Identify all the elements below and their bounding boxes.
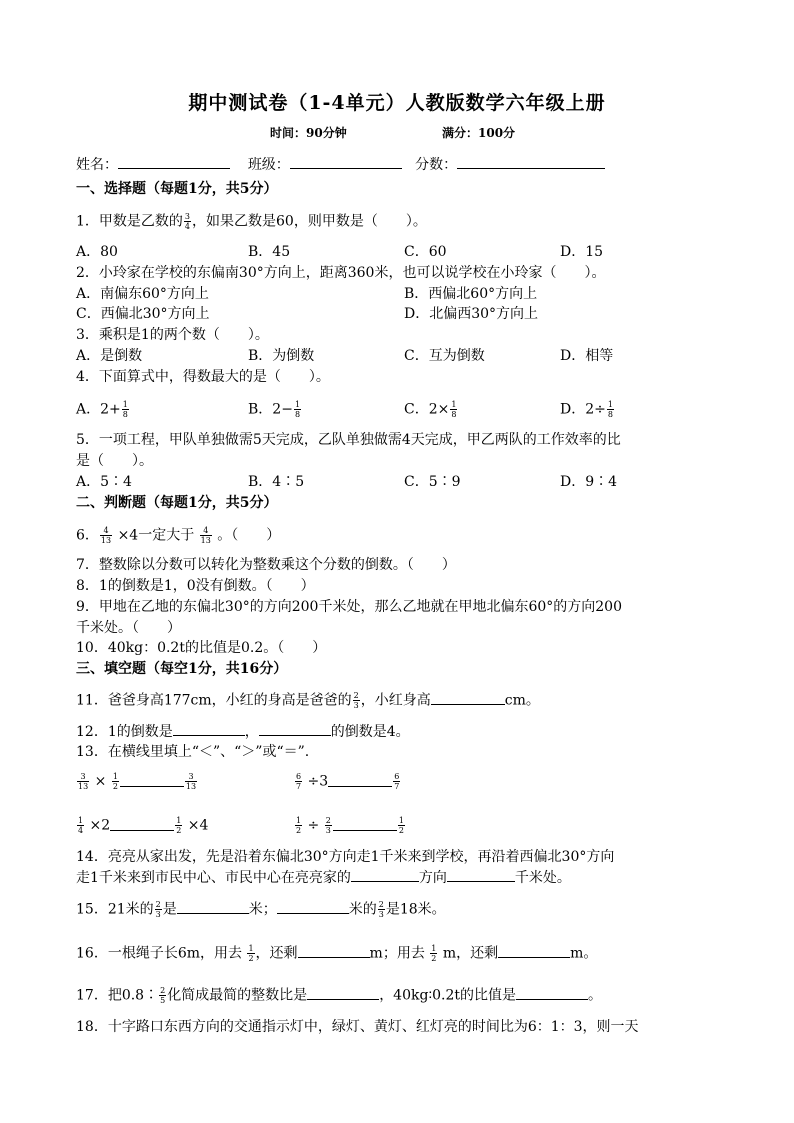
score-label: 分数： <box>415 157 458 173</box>
q2-option-b[interactable]: B．西偏北60°方向上 <box>404 286 538 302</box>
question-9-line-1: 9．甲地在乙地的东偏北30°的方向200千米处，那么乙地就在甲地北偏东60°的方向200 <box>76 599 622 615</box>
answer-blank[interactable] <box>351 869 419 882</box>
q2-option-c[interactable]: C．西偏北30°方向上 <box>76 306 210 322</box>
compare-item-c: $\frac{1}{4}$ ×2 $\frac{1}{2}$ ×4 <box>78 816 209 835</box>
question-7: 7．整数除以分数可以转化为整数乘这个分数的倒数。（ ） <box>76 557 456 573</box>
answer-blank[interactable] <box>307 987 379 1000</box>
question-5-line-2: 是（ ）。 <box>76 453 153 469</box>
exam-time: 时间：90分钟 <box>270 126 347 140</box>
answer-blank[interactable] <box>277 901 349 914</box>
q4-option-c[interactable]: C．2× $\frac{1}{8}$ <box>404 400 457 419</box>
question-15: 15．21米的 $\frac{2}{3}$ 是 米； 米的 $\frac{2}{3}$ 是18米。 <box>76 900 446 919</box>
question-9-line-2: 千米处。（ ） <box>76 620 181 636</box>
answer-blank[interactable] <box>173 723 245 736</box>
q4-option-b[interactable]: B．2− $\frac{1}{8}$ <box>248 400 301 419</box>
question-18: 18．十字路口东西方向的交通指示灯中，绿灯、黄灯、红灯亮的时间比为6：1：3，则一天 <box>76 1019 639 1035</box>
compare-item-b: $\frac{6}{7}$ ÷3 $\frac{6}{7}$ <box>296 772 400 791</box>
compare-blank[interactable] <box>328 776 392 787</box>
score-blank[interactable] <box>457 156 605 169</box>
question-12: 12．1的倒数是 ， 的倒数是4。 <box>76 724 410 740</box>
compare-blank[interactable] <box>120 776 184 787</box>
q4-option-d[interactable]: D．2÷ $\frac{1}{8}$ <box>560 400 613 419</box>
question-10: 10．40kg：0.2t的比值是0.2。（ ） <box>76 640 327 656</box>
question-17: 17．把0.8∶ $\frac{2}{5}$ 化简成最简的整数比是 ，40kg∶0.2t的比值是 。 <box>76 986 602 1005</box>
question-8: 8．1的倒数是1，0没有倒数。（ ） <box>76 578 315 594</box>
section-1-heading: 一、选择题（每题1分，共5分） <box>76 181 278 197</box>
q1-option-d[interactable]: D．15 <box>560 244 604 260</box>
question-3: 3．乘积是1的两个数（ ）。 <box>76 327 269 343</box>
question-13: 13．在横线里填上“＜”、“＞”或“＝”. <box>76 744 310 760</box>
question-5-line-1: 5．一项工程，甲队单独做需5天完成，乙队单独做需4天完成，甲乙两队的工作效率的比 <box>76 432 621 448</box>
class-label: 班级： <box>247 157 290 173</box>
class-blank[interactable] <box>290 156 402 169</box>
q3-option-b[interactable]: B．为倒数 <box>248 348 315 364</box>
q1-option-c[interactable]: C．60 <box>404 244 447 260</box>
q5-option-a[interactable]: A．5∶4 <box>76 474 132 490</box>
answer-blank[interactable] <box>177 901 249 914</box>
question-14-line-2: 走1千米来到市民中心、市民中心在亮亮家的 方向 千米处。 <box>76 870 571 886</box>
section-3-heading: 三、填空题（每空1分，共16分） <box>76 661 288 677</box>
answer-blank[interactable] <box>431 692 505 705</box>
answer-blank[interactable] <box>447 869 515 882</box>
question-4: 4．下面算式中，得数最大的是（ ）。 <box>76 369 330 385</box>
fraction: $\frac{3}{4}$ <box>184 212 191 231</box>
q5-option-c[interactable]: C．5∶9 <box>404 474 461 490</box>
q3-option-a[interactable]: A．是倒数 <box>76 348 143 364</box>
question-1: 1．甲数是乙数的 $\frac{3}{4}$ ，如果乙数是60，则甲数是（ ）。 <box>76 212 427 231</box>
student-info-row <box>76 156 605 174</box>
q3-option-d[interactable]: D．相等 <box>560 348 614 364</box>
answer-blank[interactable] <box>498 945 570 958</box>
q4-option-a[interactable]: A．2+ $\frac{1}{8}$ <box>76 400 128 419</box>
q1-option-a[interactable]: A．80 <box>76 244 118 260</box>
compare-item-a: $\frac{3}{13}$ × $\frac{1}{2}$ $\frac{3}{13}$ <box>78 772 197 791</box>
q5-option-b[interactable]: B．4∶5 <box>248 474 305 490</box>
section-2-heading: 二、判断题（每题1分，共5分） <box>76 495 278 511</box>
page-title: 期中测试卷（1-4单元）人教版数学六年级上册 <box>188 92 606 114</box>
q3-option-c[interactable]: C．互为倒数 <box>404 348 485 364</box>
name-blank[interactable] <box>118 156 230 169</box>
q5-option-d[interactable]: D．9∶4 <box>560 474 618 490</box>
q1-option-b[interactable]: B．45 <box>248 244 291 260</box>
q2-option-a[interactable]: A．南偏东60°方向上 <box>76 286 209 302</box>
question-2: 2．小玲家在学校的东偏南30°方向上，距离360米，也可以说学校在小玲家（ ）。 <box>76 265 606 281</box>
question-16: 16．一根绳子长6m，用去 $\frac{1}{2}$ ，还剩 m；用去 $\frac{1}{2}$ m，还剩 m。 <box>76 944 598 963</box>
q2-option-d[interactable]: D．北偏西30°方向上 <box>404 306 539 322</box>
question-6: 6． $\frac{4}{13}$ ×4一定大于 $\frac{4}{13}$ 。（ ） <box>76 526 281 545</box>
question-14-line-1: 14．亮亮从家出发，先是沿着东偏北30°方向走1千米来到学校，再沿着西偏北30°方向 <box>76 849 615 865</box>
answer-blank[interactable] <box>516 987 588 1000</box>
question-11: 11．爸爸身高177cm，小红的身高是爸爸的 $\frac{2}{3}$ ，小红身高 cm。 <box>76 691 540 710</box>
answer-blank[interactable] <box>298 945 370 958</box>
exam-full-score: 满分：100分 <box>442 126 516 140</box>
compare-blank[interactable] <box>333 820 397 831</box>
name-label: 姓名： <box>76 157 118 173</box>
compare-item-d: $\frac{1}{2}$ ÷ $\frac{2}{3}$ $\frac{1}{2}$ <box>296 816 404 835</box>
compare-blank[interactable] <box>110 820 174 831</box>
answer-blank[interactable] <box>259 723 331 736</box>
